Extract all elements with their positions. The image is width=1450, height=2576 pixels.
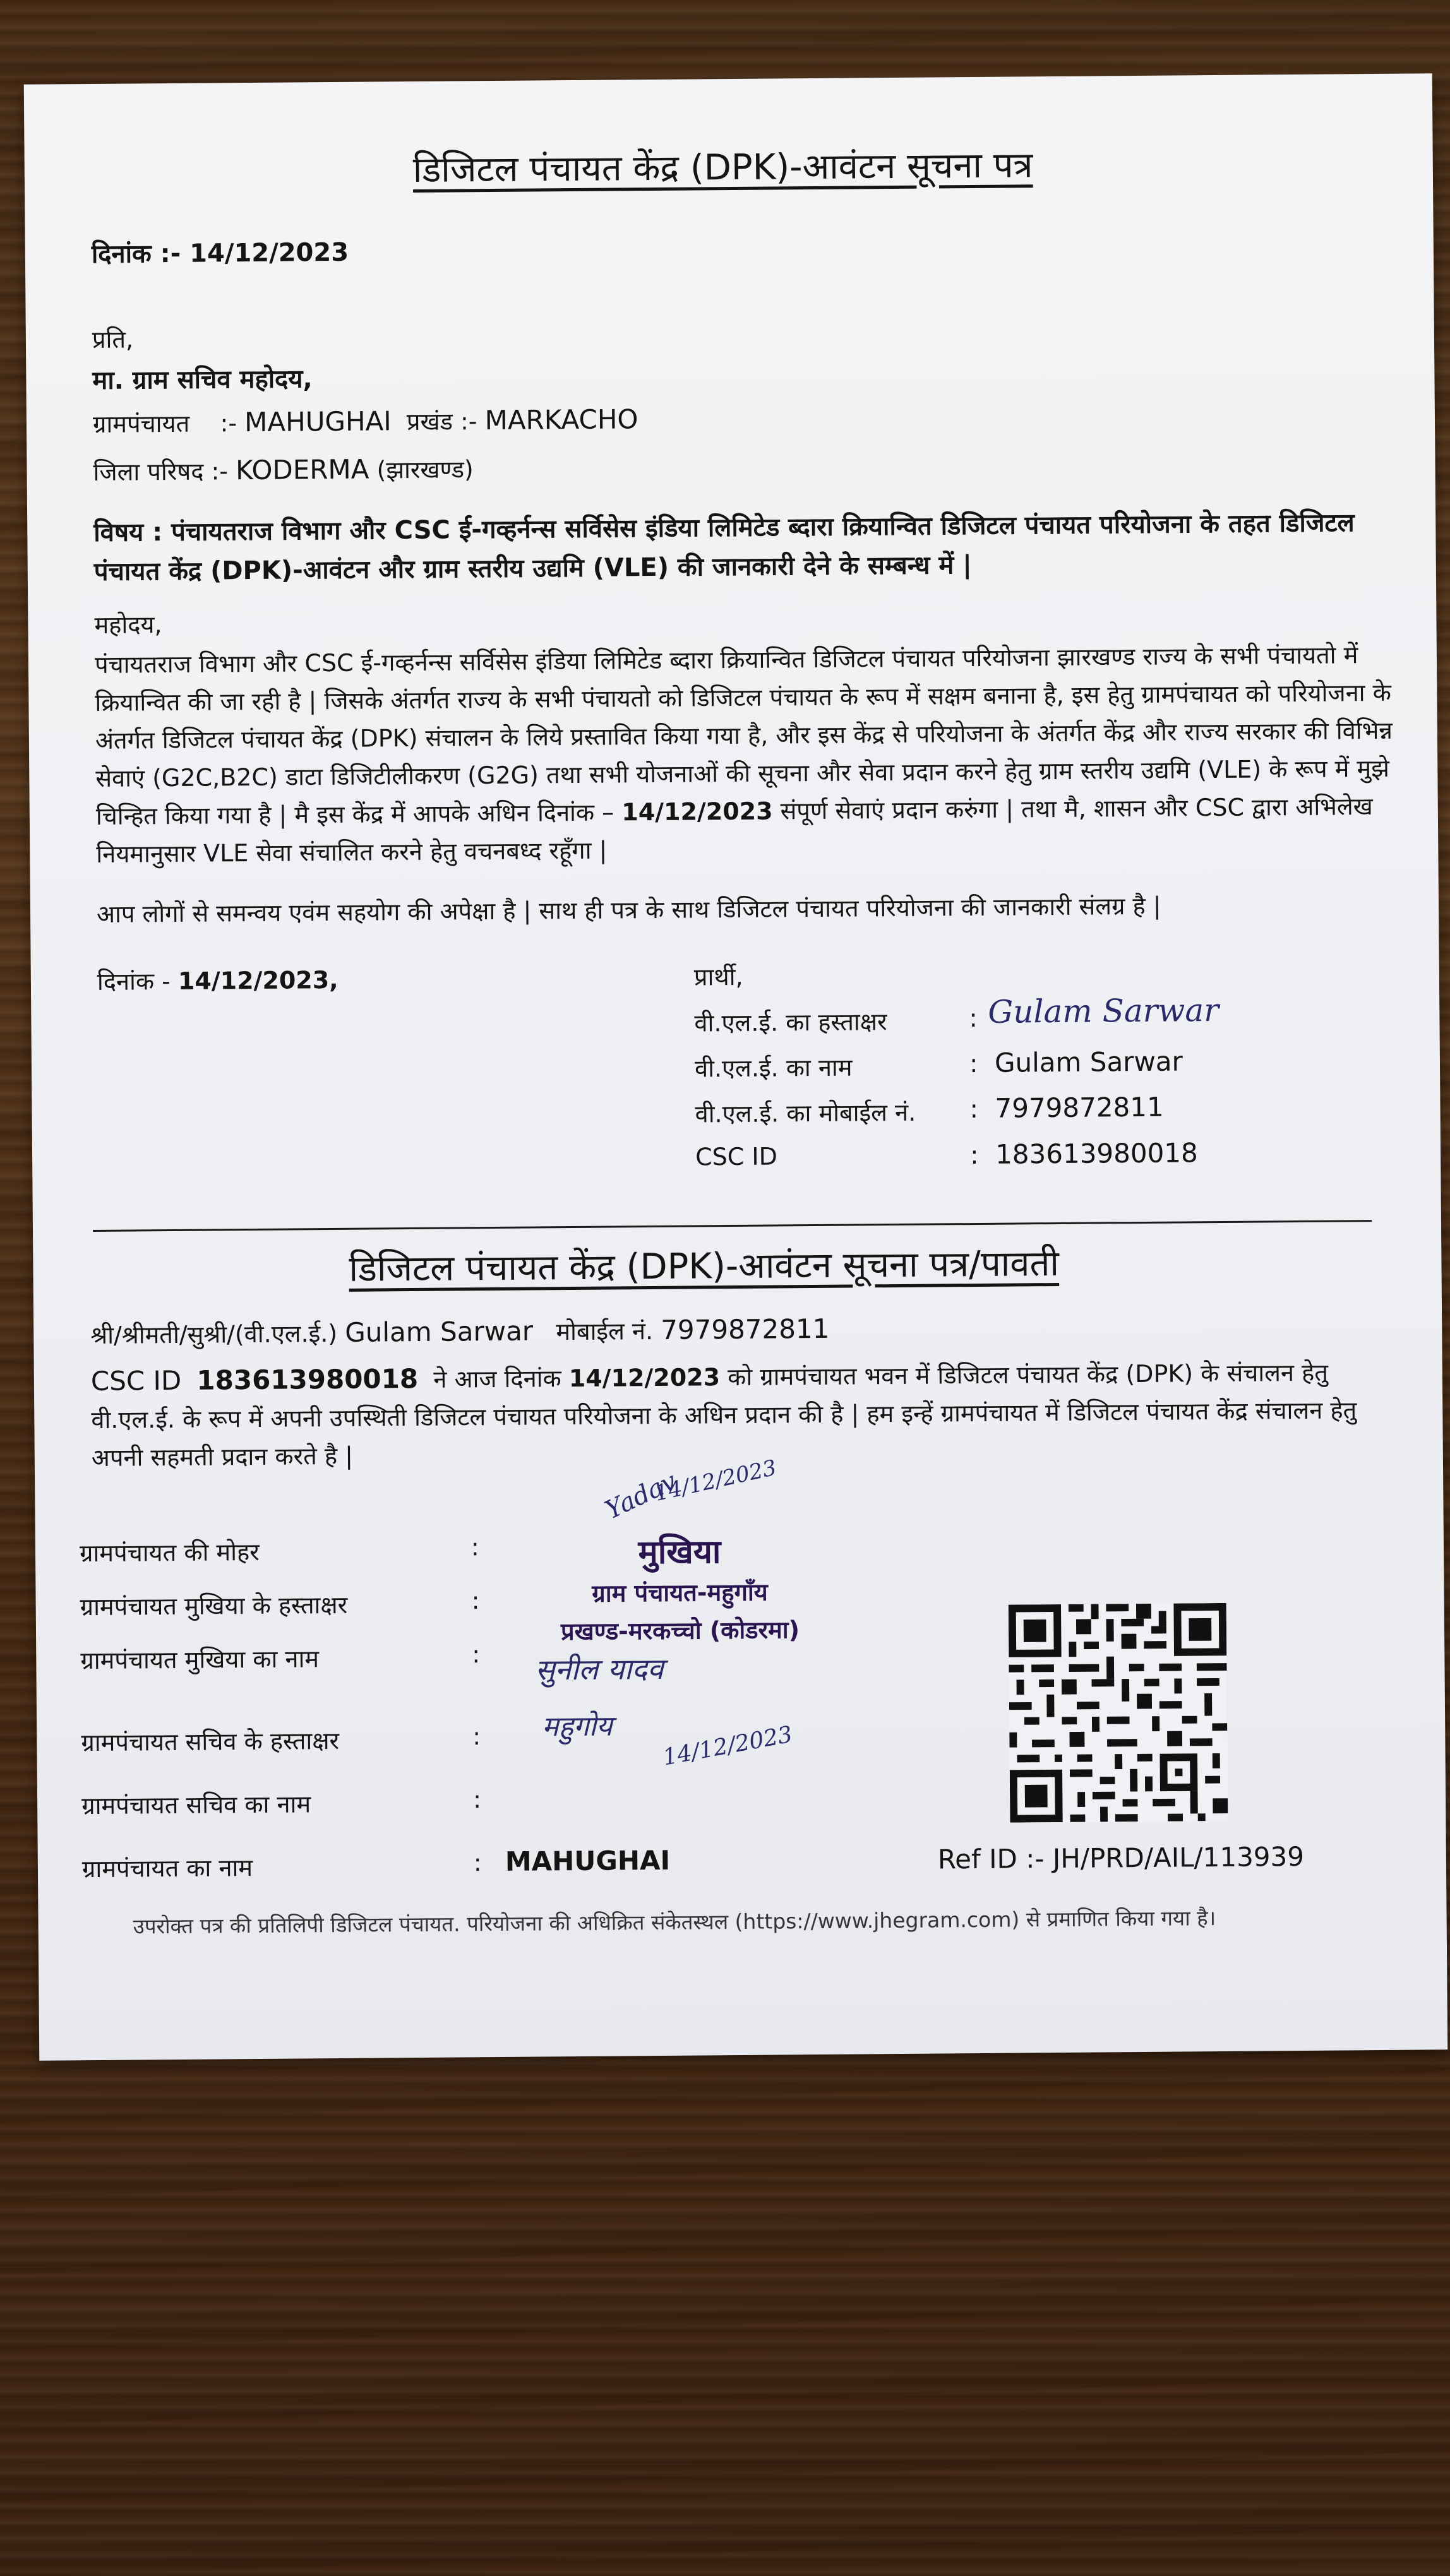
sachiv-signature: महुगोय — [541, 1710, 613, 1743]
date-label: दिनांक :- — [91, 239, 181, 269]
receipt-text-a: ने आज दिनांक — [433, 1364, 561, 1393]
gp-label: ग्रामपंचायत — [92, 409, 190, 438]
prati: प्रति, — [92, 325, 134, 354]
row-gp-seal-label: ग्रामपंचायत की मोहर — [79, 1537, 260, 1568]
vle-csc-label: CSC ID — [695, 1142, 778, 1171]
vle-name-label: वी.एल.ई. का नाम — [694, 1053, 853, 1083]
receipt-person-line — [90, 1313, 830, 1351]
greeting: महोदय, — [94, 611, 162, 639]
qr-code — [1009, 1603, 1228, 1823]
date-line — [92, 234, 349, 270]
receipt-title: डिजिटल पंचायत केंद्र (DPK)-आवंटन सूचना पत्र/पावती — [349, 1243, 1060, 1290]
vle-mobile-label: वी.एल.ई. का मोबाईल नं. — [695, 1098, 916, 1128]
receipt-mobile-label: मोबाईल नं. — [556, 1317, 654, 1346]
row-sachiv-name-label: ग्रामपंचायत सचिव का नाम — [81, 1790, 311, 1820]
row-mukhiya-name-label: ग्रामपंचायत मुखिया का नाम — [80, 1645, 320, 1675]
vle-mobile-colon: : — [969, 1094, 979, 1124]
receipt-person-name: Gulam Sarwar — [345, 1315, 534, 1348]
allotment-letter-page — [24, 73, 1448, 2060]
receipt-date: 14/12/2023 — [568, 1363, 721, 1393]
vle-sign-colon: : — [969, 1003, 978, 1034]
row-gp-seal-colon: : — [470, 1533, 479, 1561]
stamp-block: प्रखण्ड-मरकच्चो (कोडरमा) — [560, 1616, 800, 1646]
row-gp-name-label: ग्रामपंचायत का नाम — [81, 1854, 253, 1883]
vle-name-value: Gulam Sarwar — [994, 1046, 1183, 1078]
applicant-date-value: 14/12/2023, — [177, 965, 339, 995]
vle-csc-colon: : — [969, 1140, 979, 1171]
mukhiya-handwritten-name: सुनील यादव — [535, 1651, 664, 1687]
district-label: जिला परिषद :- — [93, 457, 229, 486]
row-sachiv-name-colon: : — [472, 1786, 482, 1814]
row-sachiv-sign-label: ग्रामपंचायत सचिव के हस्ताक्षर — [81, 1726, 340, 1757]
ref-id: Ref ID :- JH/PRD/AIL/113939 — [937, 1840, 1305, 1875]
receipt-paragraph — [91, 1352, 1405, 1477]
state-name: (झारखण्ड) — [376, 455, 474, 484]
receipt-csc-label: CSC ID — [90, 1364, 182, 1397]
para1-before: पंचायतराज विभाग और CSC ई-गव्हर्नन्स सर्विसेस इंडिया लिमिटेड ब्दारा क्रियान्वित डिजिटल पंचायत परियोजना झारखण्ड राज्य के सभी पंचायतो में क्रियान्वित की जा रही है | जिसके अंतर्गत राज्य के सभी पंचायतो को डिजिटल पंचायत के रूप में सक्षम बनाना है, इस हेतु ग्रामपंचायत को परियोजना के अंतर्गत डिजिटल पंचायत केंद्र (DPK) संचालन के लिये प्रस्तावित किया गया है, और इस केंद्र से परियोजना के अंतर्गत केंद्र और राज्य सरकार की विभिन्न सेवाएं (G2C,B2C) डाटा डिजिटीलीकरण (G2G) तथा सभी योजनाओं की सूचना और सेवा प्रदान करने हेतु ग्राम स्तरीय उद्यमि (VLE) के रूप में मुझे चिन्हित किया गया है | मै इस केंद्र में आपके अधिन दिनांक – — [94, 641, 1393, 830]
vle-csc-value: 183613980018 — [995, 1137, 1198, 1170]
date-value: 14/12/2023 — [189, 237, 349, 268]
section-divider — [93, 1220, 1372, 1232]
mukhiya-signature: Yadav — [601, 1466, 681, 1525]
gp-sep: :- — [220, 409, 237, 438]
receipt-text-b: को ग्रामपंचायत भवन में डिजिटल पंचायत केंद्र (DPK) के संचालन हेतु वी.एल.ई. के रूप में अपनी उपस्थिती डिजिटल पंचायत परियोजना के अधिन प्रदान की है | हम इन्हें ग्रामपंचायत में डिजिटल पंचायत केंद्र संचालन हेतु अपनी सहमती प्रदान करते है | — [91, 1358, 1357, 1472]
district-value: KODERMA — [235, 453, 369, 486]
gram-panchayat-line — [93, 403, 638, 440]
vle-signature: Gulam Sarwar — [988, 991, 1219, 1030]
vle-sign-label: वी.एल.ई. का हस्ताक्षर — [694, 1008, 887, 1037]
row-sachiv-sign-colon: : — [472, 1722, 481, 1751]
row-gp-name-colon: : — [473, 1849, 482, 1877]
applicant-date — [97, 963, 339, 998]
row-mukhiya-sign-colon: : — [471, 1587, 480, 1615]
block-value: MARKACHO — [484, 403, 638, 436]
body-paragraph-2: आप लोगों से समन्वय एवंम सहयोग की अपेक्षा है | साथ ही पत्र के साथ डिजिटल पंचायत परियोजना की जानकारी संलग्र है | — [96, 891, 1161, 928]
stamp-gram-panchayat: ग्राम पंचायत-महुगाँय — [592, 1578, 768, 1607]
stamp-mukhiya: मुखिया — [638, 1533, 721, 1572]
gp-value: MAHUGHAI — [244, 405, 392, 438]
mukhiya-sign-date: 14/12/2023 — [652, 1455, 779, 1506]
block-label: प्रखंड :- — [406, 407, 477, 436]
vle-name-colon: : — [969, 1049, 978, 1079]
sachiv-sign-date: 14/12/2023 — [661, 1721, 794, 1771]
district-line — [93, 452, 474, 488]
body-paragraph-1 — [95, 636, 1401, 873]
gp-name-value: MAHUGHAI — [505, 1844, 671, 1877]
receipt-person-label: श्री/श्रीमती/सुश्री/(वी.एल.ई.) — [90, 1319, 338, 1350]
row-mukhiya-name-colon: : — [472, 1640, 481, 1669]
para1-after: संपूर्ण सेवाएं प्रदान करुंगा | तथा मै, शासन और CSC द्वारा अभिलेख नियमानुसार VLE सेवा संचालित करने हेतु वचनबध्द रहूँगा | — [96, 792, 1373, 868]
para1-date: 14/12/2023 — [621, 797, 773, 826]
subject: विषय : पंचायतराज विभाग और CSC ई-गव्हर्नन्स सर्विसेस इंडिया लिमिटेड ब्दारा क्रियान्वित डिजिटल पंचायत परियोजना के तहत डिजिटल पंचायत केंद्र (DPK)-आवंटन और ग्राम स्तरीय उद्यमि (VLE) की जानकारी देने के सम्बन्ध में | — [93, 508, 1355, 587]
vle-mobile-value: 7979872811 — [995, 1091, 1164, 1124]
prarthi: प्रार्थी, — [693, 962, 743, 991]
footer-note: उपरोक्त पत्र की प्रतिलिपी डिजिटल पंचायत. परियोजना की अधिक्रित संकेतस्थल (https://www.jhegram.com) से प्रमाणित किया गया है। — [133, 1905, 1216, 1939]
document-title: डिजिटल पंचायत केंद्र (DPK)-आवंटन सूचना पत्र — [412, 145, 1033, 191]
row-mukhiya-sign-label: ग्रामपंचायत मुखिया के हस्ताक्षर — [80, 1590, 348, 1621]
applicant-date-label: दिनांक - — [97, 967, 171, 996]
receipt-csc-value: 183613980018 — [196, 1363, 419, 1396]
receipt-mobile-value: 7979872811 — [661, 1313, 830, 1345]
addressee: मा. ग्राम सचिव महोदय, — [92, 364, 313, 395]
